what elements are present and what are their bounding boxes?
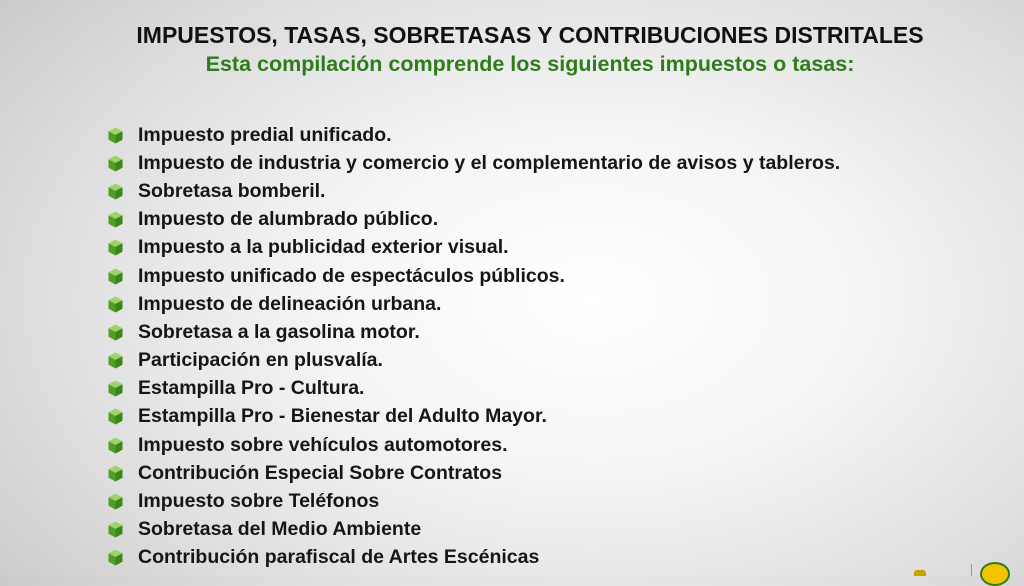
list-item-text: Estampilla Pro - Bienestar del Adulto Mayor. [138, 405, 547, 428]
green-cube-icon [106, 238, 125, 257]
green-cube-icon [106, 295, 125, 314]
list-item [106, 459, 840, 487]
list-item [106, 206, 840, 234]
green-cube-icon [106, 548, 125, 567]
green-cube-icon [106, 210, 125, 229]
green-cube-icon [106, 126, 125, 145]
green-cube-icon [106, 267, 125, 286]
list-item-text: Impuesto a la publicidad exterior visual. [138, 236, 509, 259]
green-cube-icon [106, 351, 125, 370]
slide-title: IMPUESTOS, TASAS, SOBRETASAS Y CONTRIBUCIONES DISTRITALES [136, 22, 924, 48]
slide-header [0, 20, 1024, 78]
list-item [106, 544, 840, 572]
tax-list [106, 121, 840, 572]
list-item-text: Participación en plusvalía. [138, 349, 383, 372]
green-cube-icon [106, 492, 125, 511]
list-item [106, 262, 840, 290]
slide-subtitle: Esta compilación comprende los siguientes impuestos o tasas: [205, 52, 855, 76]
green-cube-icon [106, 323, 125, 342]
list-item-text: Impuesto predial unificado. [138, 123, 392, 146]
list-item [106, 234, 840, 262]
list-item-text: Contribución parafiscal de Artes Escénicas [138, 546, 540, 569]
list-item [106, 290, 840, 318]
list-item-text: Impuesto sobre vehículos automotores. [138, 433, 508, 456]
list-item-text: Contribución Especial Sobre Contratos [138, 461, 503, 484]
list-item-text: Impuesto sobre Teléfonos [138, 490, 380, 513]
list-item [106, 487, 840, 515]
list-item [106, 375, 840, 403]
list-item [106, 177, 840, 205]
list-item-text: Estampilla Pro - Cultura. [138, 377, 365, 400]
green-cube-icon [106, 379, 125, 398]
list-item-text: Sobretasa del Medio Ambiente [138, 518, 422, 541]
list-item [106, 318, 840, 346]
list-item-text: Sobretasa a la gasolina motor. [138, 320, 420, 343]
logo-divider [971, 564, 972, 576]
list-item-text: Impuesto de delineación urbana. [138, 292, 442, 315]
list-item [106, 347, 840, 375]
list-item [106, 121, 840, 149]
green-cube-icon [106, 520, 125, 539]
list-item [106, 149, 840, 177]
footer-logos [884, 562, 1024, 576]
green-cube-icon [106, 182, 125, 201]
list-item-text: Impuesto de alumbrado público. [138, 208, 439, 231]
list-item [106, 431, 840, 459]
green-cube-icon [106, 407, 125, 426]
green-cube-icon [106, 464, 125, 483]
green-cube-icon [106, 154, 125, 173]
list-item-text: Impuesto unificado de espectáculos públicos. [138, 264, 565, 287]
list-item [106, 516, 840, 544]
logo-seal-right [980, 562, 1010, 586]
logo-emblem-left [914, 570, 926, 576]
list-item [106, 403, 840, 431]
list-item-text: Sobretasa bomberil. [138, 179, 326, 202]
list-item-text: Impuesto de industria y comercio y el complementario de avisos y tableros. [138, 151, 841, 174]
green-cube-icon [106, 436, 125, 455]
